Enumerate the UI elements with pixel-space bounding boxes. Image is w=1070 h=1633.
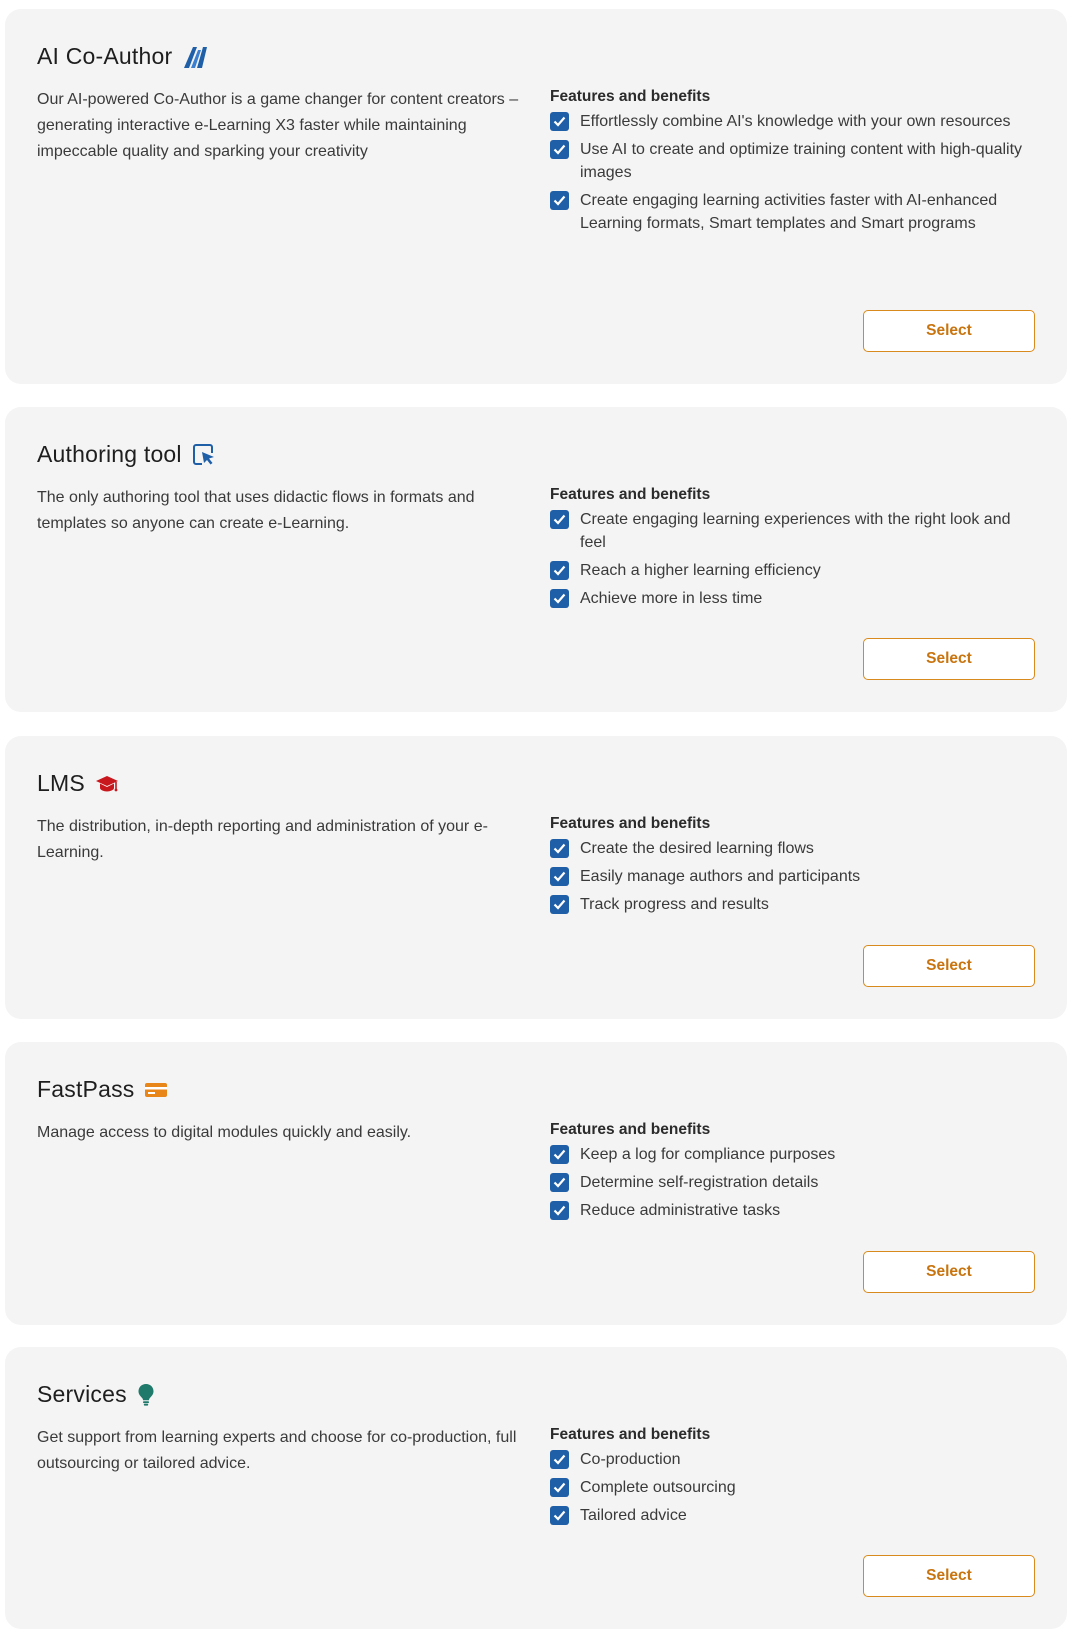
feature-item <box>550 559 1030 582</box>
features-list <box>550 1448 1030 1527</box>
checkbox-checked-icon <box>550 510 569 529</box>
feature-item <box>550 893 1030 916</box>
card-services <box>5 1347 1067 1629</box>
checkbox-checked-icon <box>550 561 569 580</box>
card-title <box>37 1381 155 1408</box>
features-heading: Features and benefits <box>550 486 711 503</box>
pass-card-icon <box>144 1081 168 1099</box>
feature-text: Achieve more in less time <box>580 590 763 607</box>
card-title-text: Services <box>37 1381 127 1407</box>
checkbox-checked-icon <box>550 839 569 858</box>
feature-text: Track progress and results <box>580 896 769 913</box>
feature-item <box>550 110 1030 133</box>
feature-text: Effortlessly combine AI's knowledge with your own resources <box>580 113 1011 130</box>
card-title <box>37 770 119 797</box>
feature-text: Reach a higher learning efficiency <box>580 562 821 579</box>
select-button[interactable]: Select <box>863 310 1035 352</box>
card-title-text: LMS <box>37 770 85 796</box>
features-section <box>550 814 1030 921</box>
features-section <box>550 87 1030 240</box>
feature-text: Tailored advice <box>580 1507 687 1524</box>
card-description: Manage access to digital modules quickly and easily. <box>37 1124 412 1141</box>
graduation-cap-icon <box>95 774 119 794</box>
feature-item <box>550 837 1030 860</box>
feature-item <box>550 1448 1030 1471</box>
feature-text: Create engaging learning experiences with the right look and feel <box>580 511 1011 551</box>
cursor-select-icon <box>192 443 216 467</box>
feature-item <box>550 587 1030 610</box>
card-lms <box>5 736 1067 1019</box>
feature-item <box>550 1199 1030 1222</box>
select-button[interactable]: Select <box>863 945 1035 987</box>
features-list <box>550 1143 1030 1222</box>
features-section <box>550 1425 1030 1532</box>
card-title-text: FastPass <box>37 1076 135 1102</box>
features-heading: Features and benefits <box>550 815 711 832</box>
card-description: Get support from learning experts and choose for co-production, full outsourcing or tailored advice. <box>37 1429 517 1472</box>
card-ai-co-author <box>5 9 1067 384</box>
feature-text: Create the desired learning flows <box>580 840 814 857</box>
features-list <box>550 837 1030 916</box>
checkbox-checked-icon <box>550 112 569 131</box>
features-heading: Features and benefits <box>550 1121 711 1138</box>
feature-item <box>550 138 1030 184</box>
checkbox-checked-icon <box>550 1145 569 1164</box>
feature-text: Easily manage authors and participants <box>580 868 861 885</box>
feature-item <box>550 189 1030 235</box>
checkbox-checked-icon <box>550 895 569 914</box>
checkbox-checked-icon <box>550 1173 569 1192</box>
card-description: The only authoring tool that uses didactic flows in formats and templates so anyone can create e-Learning. <box>37 489 475 532</box>
lightbulb-icon <box>137 1383 155 1407</box>
feature-item <box>550 508 1030 554</box>
checkbox-checked-icon <box>550 867 569 886</box>
checkbox-checked-icon <box>550 191 569 210</box>
card-description: Our AI-powered Co-Author is a game changer for content creators – generating interactive e-Learning X3 faster while maintaining impeccable quality and sparking your creativity <box>37 91 519 160</box>
card-fastpass <box>5 1042 1067 1325</box>
features-heading: Features and benefits <box>550 1426 711 1443</box>
ai-coauthor-logo-icon <box>182 44 208 70</box>
card-title <box>37 43 208 70</box>
select-button[interactable]: Select <box>863 638 1035 680</box>
select-button[interactable]: Select <box>863 1251 1035 1293</box>
features-list <box>550 110 1030 235</box>
features-list <box>550 508 1030 610</box>
features-section <box>550 1120 1030 1227</box>
card-title <box>37 441 216 468</box>
checkbox-checked-icon <box>550 1478 569 1497</box>
feature-text: Co-production <box>580 1451 681 1468</box>
checkbox-checked-icon <box>550 1450 569 1469</box>
features-heading: Features and benefits <box>550 88 711 105</box>
card-title-text: AI Co-Author <box>37 43 173 69</box>
features-section <box>550 485 1030 615</box>
card-authoring-tool <box>5 407 1067 712</box>
card-title-text: Authoring tool <box>37 441 182 467</box>
feature-text: Create engaging learning activities faster with AI-enhanced Learning formats, Smart templates and Smart programs <box>580 192 998 232</box>
card-description: The distribution, in-depth reporting and administration of your e-Learning. <box>37 818 488 861</box>
feature-item <box>550 1143 1030 1166</box>
checkbox-checked-icon <box>550 140 569 159</box>
feature-text: Complete outsourcing <box>580 1479 736 1496</box>
checkbox-checked-icon <box>550 1201 569 1220</box>
feature-item <box>550 1504 1030 1527</box>
feature-item <box>550 1171 1030 1194</box>
feature-text: Keep a log for compliance purposes <box>580 1146 836 1163</box>
feature-text: Determine self-registration details <box>580 1174 819 1191</box>
feature-text: Use AI to create and optimize training content with high-quality images <box>580 141 1023 181</box>
card-title <box>37 1076 168 1103</box>
checkbox-checked-icon <box>550 589 569 608</box>
feature-item <box>550 1476 1030 1499</box>
feature-text: Reduce administrative tasks <box>580 1202 781 1219</box>
feature-item <box>550 865 1030 888</box>
select-button[interactable]: Select <box>863 1555 1035 1597</box>
checkbox-checked-icon <box>550 1506 569 1525</box>
